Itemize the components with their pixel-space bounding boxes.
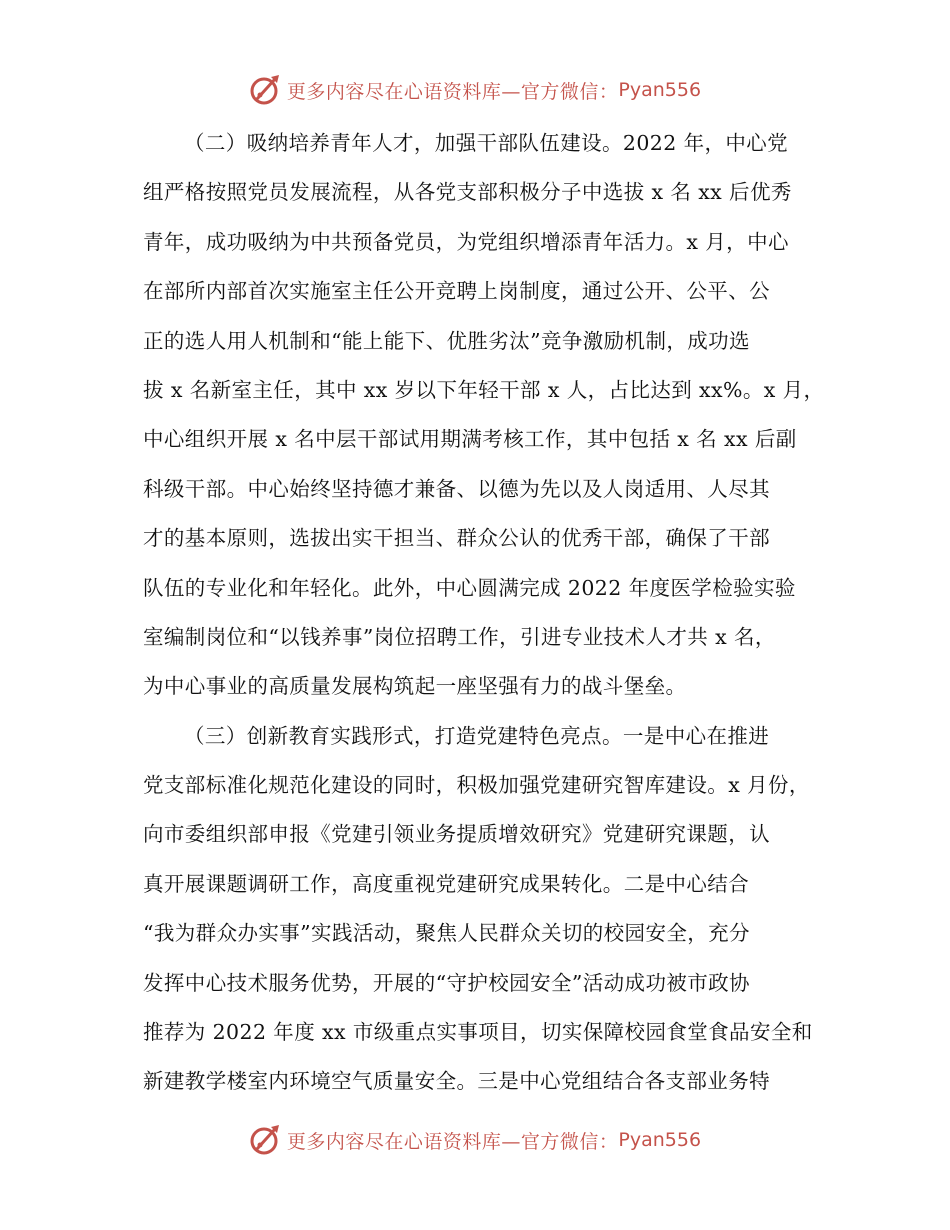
text-line: 真开展课题调研工作，高度重视党建研究成果转化。二是中心结合: [143, 871, 750, 896]
text-line: 推荐为 2022 年度 xx 市级重点实事项目，切实保障校园食堂食品安全和: [143, 1020, 813, 1045]
document-body: [143, 119, 833, 1107]
text-line: 党支部标准化规范化建设的同时，积极加强党建研究智库建设。x 月份，: [143, 773, 810, 798]
text-line: 科级干部。中心始终坚持德才兼备、以德为先以及人岗适用、人尽其: [143, 476, 770, 501]
header-watermark-banner: [0, 70, 950, 110]
text-line: 为中心事业的高质量发展构筑起一座坚强有力的战斗堡垒。: [143, 674, 687, 699]
text-line: 向市委组织部申报《党建引领业务提质增效研究》党建研究课题，认: [143, 822, 770, 847]
paragraph-3: [143, 712, 833, 1107]
banner-wechat-id: Pyan556: [618, 1129, 702, 1151]
paragraph-2: [143, 119, 833, 712]
text-line: 室编制岗位和“以钱养事”岗位招聘工作，引进专业技术人才共 x 名，: [143, 624, 776, 649]
banner-text: 更多内容尽在心语资料库—官方微信：: [286, 80, 619, 103]
banner-wechat-id: Pyan556: [618, 79, 702, 101]
text-line: （三）创新教育实践形式，打造党建特色亮点。一是中心在推进: [184, 723, 770, 748]
text-line: 新建教学楼室内环境空气质量安全。三是中心党组结合各支部业务特: [143, 1069, 770, 1094]
banner-text: 更多内容尽在心语资料库—官方微信：: [286, 1130, 619, 1153]
text-line: 青年，成功吸纳为中共预备党员，为党组织增添青年活力。x 月，中心: [143, 229, 789, 254]
text-line: （二）吸纳培养青年人才，加强干部队伍建设。2022 年，中心党: [184, 131, 789, 155]
footer-watermark-banner: [0, 1120, 950, 1160]
text-line: “我为群众办实事”实践活动，聚焦人民群众关切的校园安全，充分: [143, 921, 750, 946]
brush-logo-icon: [249, 1123, 283, 1157]
text-line: 队伍的专业化和年轻化。此外，中心圆满完成 2022 年度医学检验实验: [143, 575, 796, 600]
text-line: 拔 x 名新室主任，其中 xx 岁以下年轻干部 x 人，占比达到 xx%。x 月，: [143, 377, 825, 402]
brush-logo-icon: [249, 73, 283, 107]
text-line: 组严格按照党员发展流程，从各党支部积极分子中选拔 x 名 xx 后优秀: [143, 180, 792, 205]
text-line: 发挥中心技术服务优势，开展的“守护校园安全”活动成功被市政协: [143, 970, 750, 995]
text-line: 正的选人用人机制和“能上能下、优胜劣汰”竞争激励机制，成功选: [143, 328, 750, 353]
text-line: 中心组织开展 x 名中层干部试用期满考核工作，其中包括 x 名 xx 后副: [143, 427, 797, 452]
text-line: 在部所内部首次实施室主任公开竞聘上岗制度，通过公开、公平、公: [143, 279, 770, 304]
text-line: 才的基本原则，选拔出实干担当、群众公认的优秀干部，确保了干部: [143, 526, 770, 551]
